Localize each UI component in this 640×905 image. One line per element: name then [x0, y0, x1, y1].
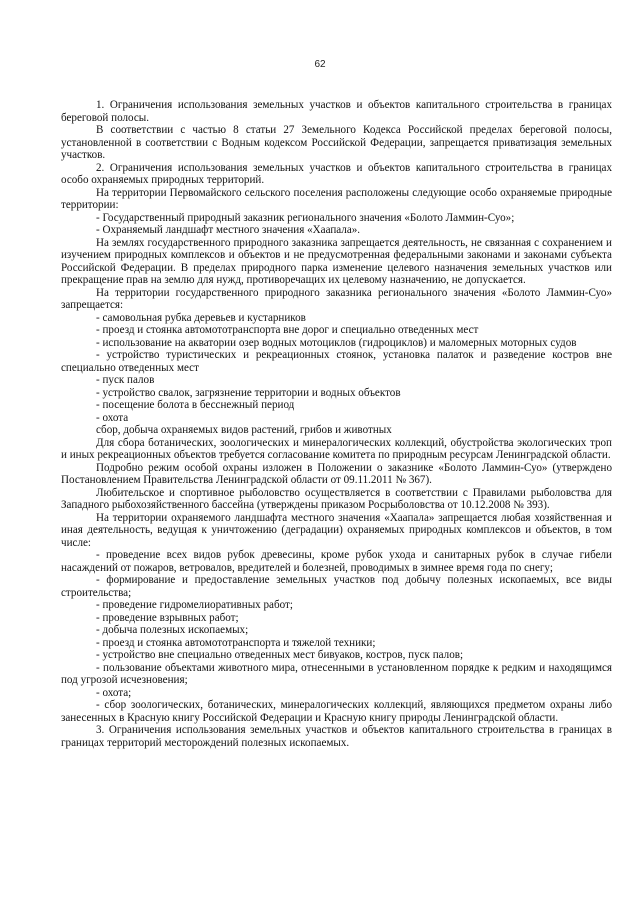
paragraph: - устройство вне специально отведенных мест бивуаков, костров, пуск палов;: [96, 649, 464, 661]
paragraph: - Охраняемый ландшафт местного значения «Хаапала».: [96, 224, 361, 236]
paragraph: - самовольная рубка деревьев и кустарников: [96, 311, 306, 324]
paragraph: На территории охраняемого ландшафта местного значения «Хаапала» запрещается любая хозяйственная и иная деятельность, ведущая к уничтожению (деградации) охраняемых природных комплексов и объектов, в том числе:: [61, 511, 612, 549]
paragraph: 1. Ограничения использования земельных участков и объектов капитального строительства в границах береговой полосы.: [61, 99, 612, 124]
paragraph: На территории государственного природного заказника регионального значения «Болото Ламмин-Суо» запрещается:: [61, 286, 612, 311]
paragraph: Подробно режим особой охраны изложен в Положении о заказнике «Болото Ламмин-Суо» (утверждено Постановлением Правительства Ленинградской области от 09.11.2011 № 367).: [61, 461, 612, 486]
paragraph: - проезд и стоянка автомототранспорта и тяжелой техники;: [96, 636, 376, 649]
paragraph: - охота: [96, 411, 129, 424]
paragraph: На землях государственного природного заказника запрещается деятельность, не связанная с сохранением и изучением природных комплексов и объектов и не предусмотренная федеральными законами и законами субъекта Российской Федерации. В пределах природного парка изменение целевого назначения земельных участков или прекращение прав на землю для нужд, противоречащих их целевому назначению, не допускается.: [61, 236, 612, 286]
paragraph: 2. Ограничения использования земельных участков и объектов капитального строительства в границах особо охраняемых природных территорий.: [61, 161, 612, 186]
paragraph: - охота;: [96, 686, 132, 699]
paragraph: - Государственный природный заказник регионального значения «Болото Ламмин-Суо»;: [96, 211, 515, 224]
paragraph: - посещение болота в бесснежный период: [96, 399, 295, 411]
paragraph: - проведение гидромелиоративных работ;: [96, 599, 293, 611]
paragraph: В соответствии с частью 8 статьи 27 Земельного Кодекса Российской пределах береговой полосы, установленной в соответствии с Водным кодексом Российской Федерации, запрещается приватизация земельных участков.: [61, 124, 612, 161]
paragraph: - формирование и предоставление земельных участков под добычу полезных ископаемых, все виды строительства;: [61, 574, 612, 599]
paragraph: - использование на акватории озер водных мотоциклов (гидроциклов) и маломерных моторных судов: [96, 336, 577, 349]
document-body: [61, 99, 612, 749]
paragraph: На территории Первомайского сельского поселения расположены следующие особо охраняемые природные территории:: [61, 186, 612, 211]
paragraph: - проведение всех видов рубок древесины, кроме рубок ухода и санитарных рубок в случае гибели насаждений от пожаров, ветровалов, вредителей и болезней, проводимых в зимнее время года по снегу;: [61, 549, 612, 574]
paragraph: - проезд и стоянка автомототранспорта вне дорог и специально отведенных мест: [96, 324, 479, 336]
paragraph: Любительское и спортивное рыболовство осуществляется в соответствии с Правилами рыболовства для Западного рыбохозяйственного бассейна (утверждены приказом Росрыболовства от 10.12.2008 № 393).: [61, 486, 612, 511]
page-number: 62: [314, 59, 326, 70]
paragraph: - устройство туристических и рекреационных стоянок, установка палаток и разведение костров вне специально отведенных мест: [61, 349, 612, 374]
paragraph: сбор, добыча охраняемых видов растений, грибов и животных: [96, 424, 392, 436]
paragraph: Для сбора ботанических, зоологических и минералогических коллекций, обустройства экологических троп и иных рекреационных объектов требуется согласование комитета по природным ресурсам Ленинградской области.: [61, 436, 612, 461]
paragraph: - пуск палов: [96, 374, 155, 386]
paragraph: - устройство свалок, загрязнение территории и водных объектов: [96, 386, 401, 399]
paragraph: - пользование объектами животного мира, отнесенными в установленном порядке к редким и находящимся под угрозой исчезновения;: [61, 661, 612, 686]
paragraph: - проведение взрывных работ;: [96, 611, 239, 624]
paragraph: - добыча полезных ископаемых;: [96, 624, 249, 636]
paragraph: 3. Ограничения использования земельных участков и объектов капитального строительства в границах в границах территорий месторождений полезных ископаемых.: [61, 724, 612, 749]
paragraph: - сбор зоологических, ботанических, минералогических коллекций, являющихся предметом охраны либо занесенных в Красную книгу Российской Федерации и Красную книгу природы Ленинградской области.: [61, 699, 612, 724]
